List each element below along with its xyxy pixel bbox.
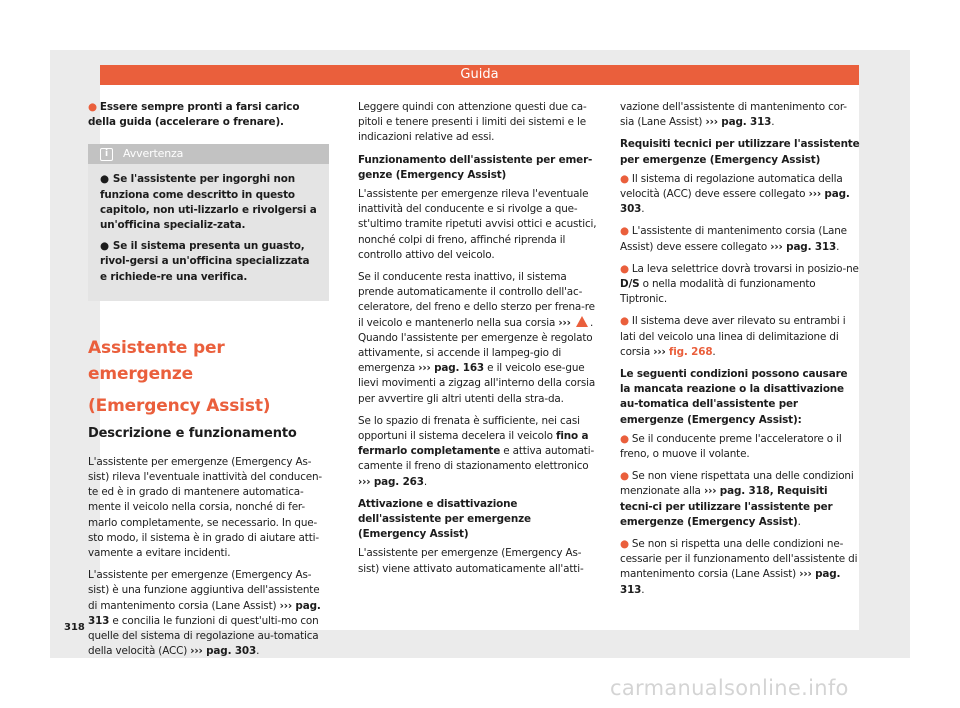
paragraph: L'assistente per emergenze (Emergency As-sist) viene attivato automaticamente all'atti- [358,547,584,575]
reference-arrow[interactable]: ››› [653,345,666,358]
page-link[interactable]: ››› pag. 313 [620,568,841,596]
list-item: ● La leva selettrice dovrà trovarsi in posizio-ne D/S o nella modalità di funzionamento Tiptronic. [620,262,859,306]
paragraph: vazione dell'assistente di mantenimento cor-sia (Lane Assist) ››› pag. 313. [620,101,847,129]
column-1 [88,100,329,666]
section-title: Assistente per emergenze (Emergency Assist) [88,337,271,416]
bullet-icon: ● [100,240,109,253]
page-link[interactable]: ››› pag. 313 [770,240,837,253]
warning-item: ● Se l'assistente per ingorghi non funziona come descritto in questo capitolo, non uti-lizzarlo e rivolgersi a un'officina specializ-zata. [100,173,317,232]
paragraph: Se il conducente resta inattivo, il sistema prende automaticamente il controllo dell'ac-celeratore, del freno e dello sterzo per frena-re il veicolo e mantenerlo nella sua corsia ››› . Quando l'assistente per emergenze è regolato attivamente, si accende il lampeg-gio di emergenza ››› pag. 163 e il veicolo ese-gue lievi movimenti a zigzag all'interno della corsia per avvertire gli altri utenti della stra-da. [358,271,596,405]
heading: Le seguenti condizioni possono causare la mancata reazione o la disattivazione au-tomatica dell'assistente per emergenze (Emergency Assist): [620,368,848,426]
info-icon: i [100,148,113,161]
page-link[interactable]: ››› pag. 163 [418,362,485,375]
watermark: carmanualsonline.info [610,676,849,700]
warning-box [88,144,329,300]
reference-arrow[interactable]: ››› [558,316,571,329]
list-item: ● Se il conducente preme l'acceleratore o il freno, o muove il volante. [620,432,842,461]
paragraph: L'assistente per emergenze (Emergency As-sist) è una funzione aggiuntiva dell'assistente di mantenimento corsia (Lane Assist) ››› pag. 313 e concilia le funzioni di quest'ulti-mo con quelle del sistema di regolazione au-tomatica della velocità (ACC) ››› pag. 303. [88,569,321,658]
page-link[interactable]: ››› pag. 303 [190,645,257,658]
paragraph: L'assistente per emergenze (Emergency As-sist) rileva l'eventuale inattività del conducen-te ed è in grado di mantenere automatica-mente il veicolo nella corsia, nonché di fer-marlo completamente, se necessario. In que-sto modo, il sistema è in grado di aiutare atti-vamente a evitare incidenti. [88,455,323,560]
bullet-icon: ● [88,101,97,113]
bullet-icon: ● [620,262,629,275]
bullet-icon: ● [100,173,109,186]
list-item: ● Se non si rispetta una delle condizioni ne-cessarie per il funzionamento dell'assistente di mantenimento corsia (Lane Assist) ››› pag. 313. [620,538,858,596]
bullet-icon: ● [620,432,629,445]
column-2 [358,100,599,584]
paragraph: Se lo spazio di frenata è sufficiente, nei casi opportuni il sistema decelera il veicolo fino a fermarlo completamente e attiva automati-camente il freno di stazionamento elettronico ››› pag. 263. [358,414,595,488]
page-link[interactable]: ››› pag. 313 [88,599,321,627]
section-banner: Guida [100,65,859,85]
bullet-icon: ● [620,315,629,328]
warning-item: ● Se il sistema presenta un guasto, rivol-gersi a un'officina specializzata e richiede-re una verifica. [100,240,310,283]
bullet-icon: ● [620,470,629,483]
warning-triangle-icon [576,316,588,327]
bullet-icon: ● [620,538,629,551]
heading: Attivazione e disattivazione dell'assistente per emergenze (Emergency Assist) [358,497,531,541]
column-3 [620,100,861,605]
figure-link[interactable]: fig. 268 [668,345,713,358]
bullet-icon: ● [620,225,629,238]
page-link[interactable]: ››› pag. 263 [358,475,424,488]
list-item: ● L'assistente di mantenimento corsia (Lane Assist) deve essere collegato ››› pag. 313. [620,225,847,253]
heading: Funzionamento dell'assistente per emer-genze (Emergency Assist) [358,153,593,181]
heading: Requisiti tecnici per utilizzare l'assistente per emergenze (Emergency Assist) [620,138,860,166]
warning-header: i Avvertenza [88,144,329,164]
page-number: 318 [64,622,85,633]
paragraph: L'assistente per emergenze rileva l'eventuale inattività del conducente e si rivolge a que-st'ultimo tramite ripetuti avvisi ottici e acustici, nonché colpi di freno, affinché riprenda il controllo attivo del veicolo. [358,188,597,261]
bullet-icon: ● [620,172,629,185]
list-item: ● Il sistema di regolazione automatica della velocità (ACC) deve essere collegato ››› pag. 303. [620,172,850,216]
intro-bullet: ● Essere sempre pronti a farsi carico della guida (accelerare o frenare). [88,101,300,129]
page-link[interactable]: ››› pag. 313 [705,116,772,129]
paragraph: Leggere quindi con attenzione questi due ca-pitoli e tenere presenti i limiti dei sistemi e le indicazioni relative ad essi. [358,101,587,144]
subsection-title: Descrizione e funzionamento [88,425,297,441]
page-link[interactable]: ››› pag. 303 [620,188,850,216]
list-item: ● Il sistema deve aver rilevato su entrambi i lati del veicolo una linea di delimitazione di corsia ››› fig. 268. [620,315,846,358]
page-link[interactable]: ››› pag. 318, Requisiti tecni-ci per utilizzare l'assistente per emergenze (Emergency Assist) [620,485,833,528]
list-item: ● Se non viene rispettata una delle condizioni menzionate alla ››› pag. 318, Requisiti tecni-ci per utilizzare l'assistente per emergenze (Emergency Assist). [620,470,854,528]
